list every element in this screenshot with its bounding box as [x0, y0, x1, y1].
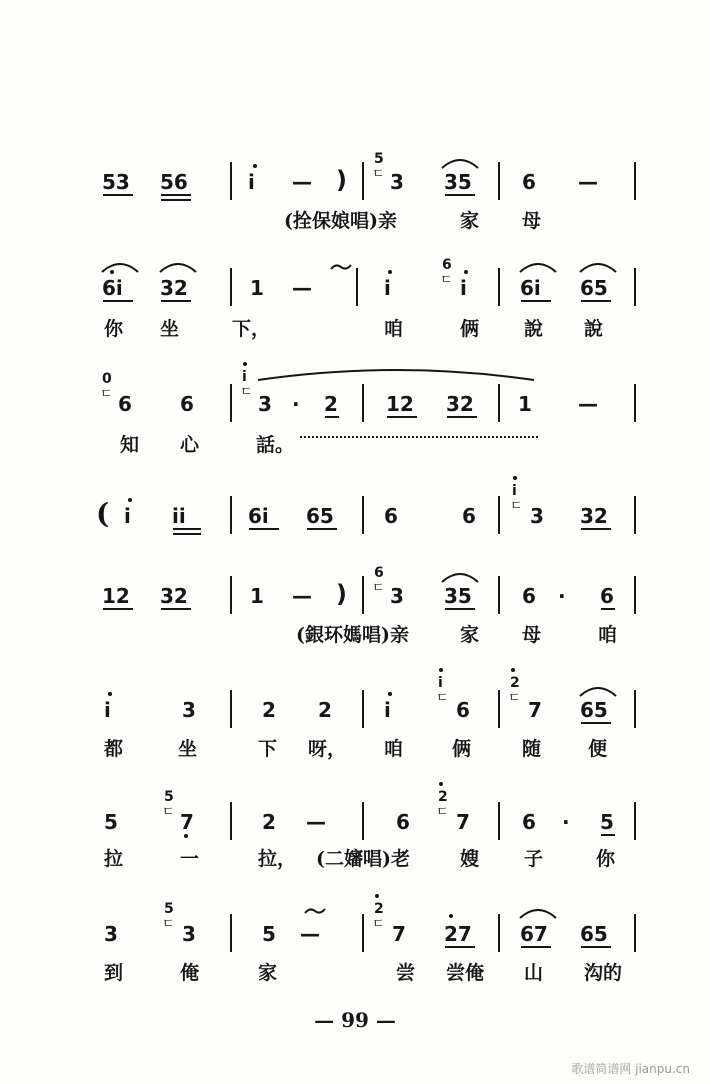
lyric: 尝俺 [446, 962, 485, 984]
note: 7 [392, 922, 406, 946]
note-group: 2 [324, 392, 338, 416]
lyric: 随 [522, 738, 542, 760]
page-number: — 99 — [314, 1008, 396, 1032]
note: 3 [182, 922, 196, 946]
lyric: 家 [460, 624, 480, 646]
paren-close: ) [336, 580, 347, 608]
lyric: 呀， [308, 738, 347, 760]
lyric: 家 [258, 962, 278, 984]
lyric: 咱 [384, 318, 404, 340]
grace-note: 2 ㄷ [436, 789, 449, 820]
lyric: 家 [460, 210, 480, 232]
lyric: 說 [524, 318, 544, 340]
lyric: 咱 [598, 624, 618, 646]
note: 2 [262, 698, 276, 722]
dash: — [306, 810, 326, 834]
grace-note: 6 ㄷ [440, 257, 453, 288]
lyric: (二嬸唱)老 [316, 848, 410, 870]
lyric: 到 [104, 962, 124, 984]
note: i [104, 698, 111, 722]
lyric: 話。 [256, 434, 295, 456]
lyric: 嫂 [460, 848, 480, 870]
note: 3 [104, 922, 118, 946]
note: 5 [262, 922, 276, 946]
note-group: 27 [444, 924, 476, 944]
note-group: 53 [102, 172, 134, 192]
note: 6 [522, 170, 536, 194]
grace-note: 5 ㄷ [162, 789, 175, 820]
lyric: 說 [584, 318, 604, 340]
lyric: 你 [104, 318, 124, 340]
note: 1 [518, 392, 532, 416]
note-group: ii [172, 506, 202, 526]
lyric: 你 [596, 848, 616, 870]
lyric: 拉 [104, 848, 124, 870]
dash: — [578, 170, 598, 194]
lyric: 俩 [452, 738, 472, 760]
lyric: (銀环媽唱)亲 [296, 624, 409, 646]
note: 6 [396, 810, 410, 834]
lyric: 母 [522, 210, 542, 232]
lyric: 俺 [180, 962, 200, 984]
lyric: 母 [522, 624, 542, 646]
lyric: 心 [180, 434, 200, 456]
lyric: 咱 [384, 738, 404, 760]
grace-note: 5 ㄷ [372, 151, 385, 182]
lyric: 山 [524, 962, 544, 984]
lyric: 俩 [460, 318, 480, 340]
note: i [460, 276, 467, 300]
note-group: 6i [102, 278, 134, 298]
note: 7 [180, 810, 194, 834]
lyric: 便 [588, 738, 608, 760]
note: 6 [180, 392, 194, 416]
note: 7 [456, 810, 470, 834]
lyric: 坐 [178, 738, 198, 760]
lyric: 沟的 [584, 962, 623, 984]
note-group: 56 [160, 172, 192, 192]
lyric: 一 [180, 848, 200, 870]
note: 3 [390, 584, 404, 608]
note-group: 32 [160, 278, 192, 298]
lyric: 都 [104, 738, 124, 760]
paren-open: ( [96, 497, 110, 530]
lyric: 下， [232, 318, 271, 340]
dash: — [300, 922, 320, 946]
grace-note: 2 ㄷ [372, 901, 385, 932]
note: i [124, 504, 131, 528]
dash: — [292, 170, 312, 194]
grace-note: 2 ㄷ [508, 675, 521, 706]
note-group: 12 [386, 394, 418, 414]
note-group: 35 [444, 586, 476, 606]
note-group: 67 [520, 924, 552, 944]
extension-dots [300, 436, 538, 438]
note-group: 65 [580, 278, 612, 298]
note: 2 [318, 698, 332, 722]
note: i [384, 276, 391, 300]
note: 3 [182, 698, 196, 722]
note: 5 [104, 810, 118, 834]
note-group: 6i [248, 506, 280, 526]
note: 6 [456, 698, 470, 722]
note: 3 [390, 170, 404, 194]
note-group: 32 [160, 586, 192, 606]
note: 6 [522, 810, 536, 834]
dot-rhythm: · [292, 392, 300, 416]
note-group: 65 [306, 506, 338, 526]
note-group: 5 [600, 810, 614, 834]
grace-note: i ㄷ [240, 369, 253, 400]
lyric: (拴保娘唱)亲 [284, 210, 397, 232]
grace-note: 5 ㄷ [162, 901, 175, 932]
note: i [384, 698, 391, 722]
note: 6 [462, 504, 476, 528]
lyric: 子 [524, 848, 544, 870]
note: 3 [530, 504, 544, 528]
note: 1 [250, 276, 264, 300]
grace-note: i ㄷ [510, 483, 523, 514]
note: 3 [258, 392, 272, 416]
note-group: 65 [580, 700, 612, 720]
paren-close: ) [336, 166, 347, 194]
dot-rhythm: · [562, 810, 570, 834]
note: 6 [522, 584, 536, 608]
grace-note: 6 ㄷ [372, 565, 385, 596]
note-group: 6 [600, 584, 614, 608]
note-group: 12 [102, 586, 134, 606]
watermark: 歌谱简谱网 jianpu.cn [571, 1062, 690, 1076]
note: 2 [262, 810, 276, 834]
dash: — [292, 276, 312, 300]
note: 6 [118, 392, 132, 416]
dash: — [578, 392, 598, 416]
lyric: 拉， [258, 848, 297, 870]
note-group: 6i [520, 278, 552, 298]
note-group: 35 [444, 172, 476, 192]
note-group: 65 [580, 924, 612, 944]
lyric: 尝 [396, 962, 416, 984]
lyric: 坐 [160, 318, 180, 340]
dash: — [292, 584, 312, 608]
note-group: 32 [580, 506, 612, 526]
lyric: 知 [120, 434, 140, 456]
note: 1 [250, 584, 264, 608]
lyric: 下 [258, 738, 278, 760]
note: 7 [528, 698, 542, 722]
note: i [248, 170, 255, 194]
note-group: 32 [446, 394, 478, 414]
grace-note: 0 ㄷ [100, 371, 113, 402]
dot-rhythm: · [558, 584, 566, 608]
grace-note: i ㄷ [436, 675, 449, 706]
note: 6 [384, 504, 398, 528]
